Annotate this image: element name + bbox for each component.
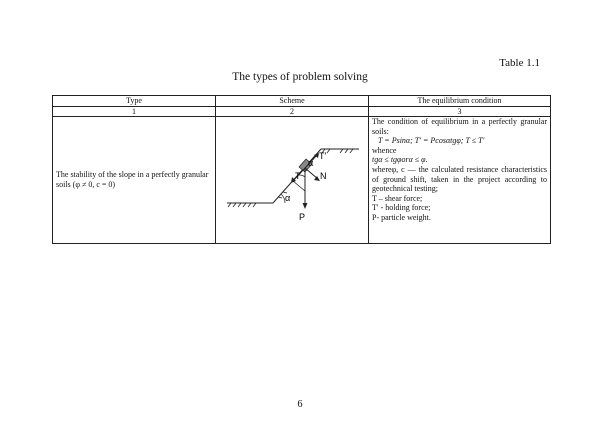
label-t: T <box>295 171 301 181</box>
condition-formula: T = Psinα; T′ = Pcosαtgφ; T ≤ T′ <box>378 136 485 146</box>
label-p: P <box>299 212 306 222</box>
condition-cell <box>369 117 551 244</box>
header-type: Type <box>53 96 216 107</box>
condition-line: P- particle weight. <box>372 212 431 222</box>
slope-scheme-diagram <box>219 117 371 241</box>
label-alpha-top: α <box>308 158 314 168</box>
condition-line: whereφ, c — the calculated resistance characteristics of ground shift, taken in the project according to geotechnical testing; <box>372 164 547 194</box>
scheme-cell <box>216 117 369 244</box>
column-number-1: 1 <box>53 107 216 117</box>
condition-line: whence <box>372 145 397 155</box>
condition-line: T – shear force; <box>372 193 423 203</box>
table-caption: Table 1.1 <box>499 57 540 69</box>
label-alpha-bottom: α <box>285 193 291 203</box>
force-p-arrowhead <box>303 203 308 209</box>
type-text: The stability of the slope in a perfectly granular soils (φ ≠ 0, c = 0) <box>56 170 209 189</box>
column-number-3: 3 <box>369 107 551 117</box>
table-title: The types of problem solving <box>232 71 368 83</box>
condition-formula: tgα ≤ tgφorα ≤ φ. <box>372 155 428 165</box>
top-hatch <box>322 149 353 153</box>
condition-line: The condition of equilibrium in a perfectly granular soils: <box>372 117 547 136</box>
condition-line: T′ - holding force; <box>372 203 431 213</box>
number-row <box>53 107 551 117</box>
triangle-edge <box>293 181 305 191</box>
header-row <box>53 96 551 107</box>
table-row <box>53 117 551 244</box>
type-cell <box>53 117 216 244</box>
header-scheme: Scheme <box>216 96 369 107</box>
problem-types-table <box>52 95 551 244</box>
label-n: N <box>320 171 327 181</box>
page-number: 6 <box>297 399 303 410</box>
label-t-prime: T′ <box>319 151 327 161</box>
column-number-2: 2 <box>216 107 369 117</box>
ground-hatch <box>228 203 256 207</box>
header-condition: The equilibrium condition <box>369 96 551 107</box>
